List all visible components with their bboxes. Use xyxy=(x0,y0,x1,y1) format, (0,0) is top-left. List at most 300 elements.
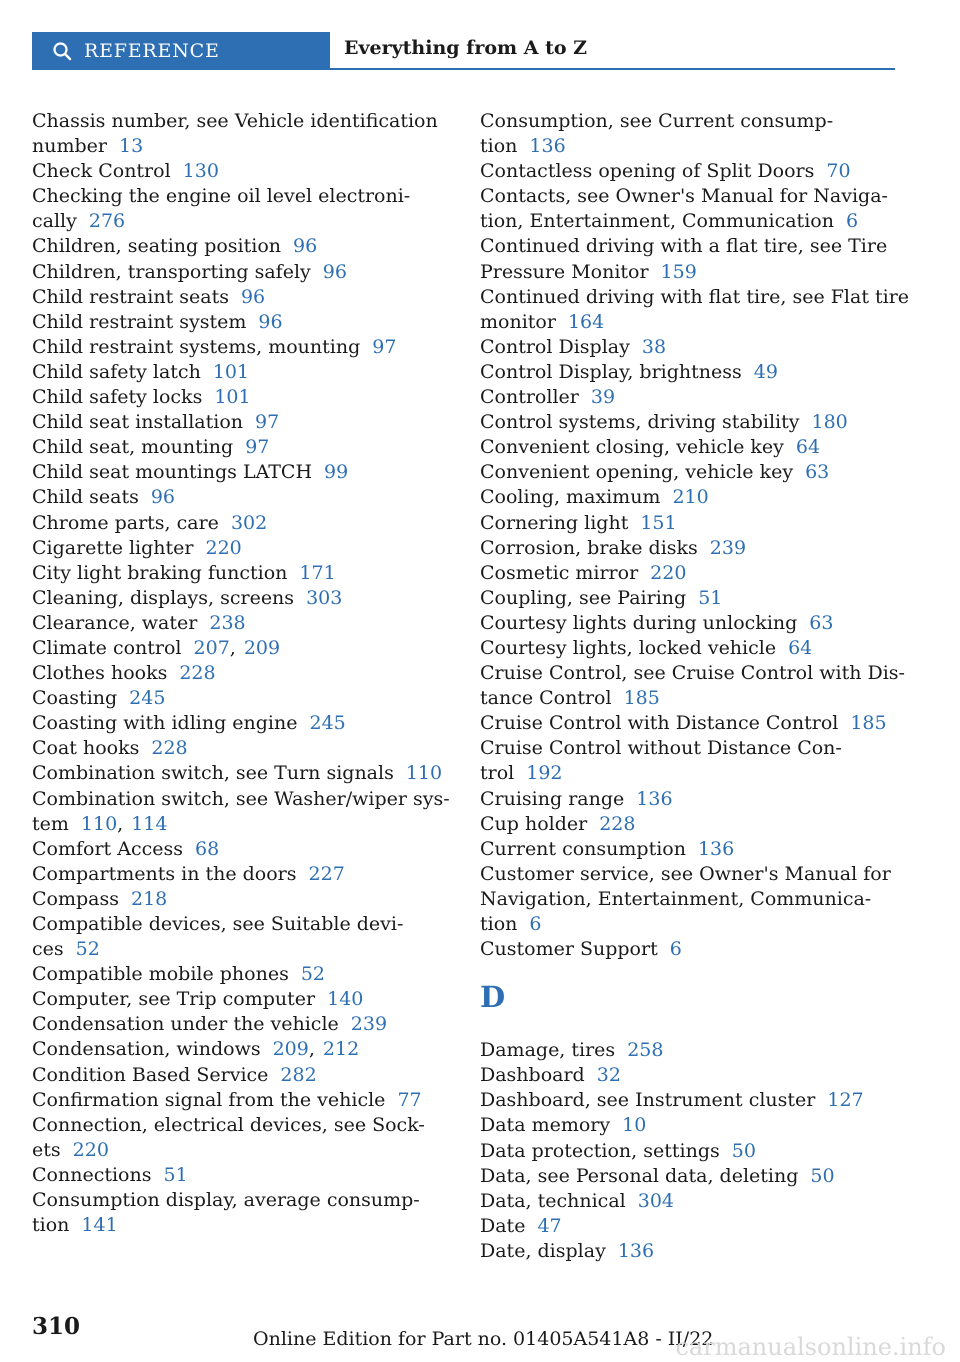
index-entry xyxy=(32,260,452,285)
page-link[interactable]: 239 xyxy=(709,536,747,559)
index-entry xyxy=(32,159,452,184)
section-tab xyxy=(32,32,330,70)
page-link[interactable]: 212 xyxy=(322,1038,360,1061)
index-entry xyxy=(480,661,905,711)
index-entry xyxy=(480,536,900,561)
index-entry xyxy=(480,862,900,937)
index-entry xyxy=(32,987,452,1012)
index-entry xyxy=(32,787,452,837)
entry-term: Combination switch, see Turn signals xyxy=(32,762,394,785)
entry-text xyxy=(480,410,900,435)
entry-term: Computer, see Trip computer xyxy=(32,988,316,1011)
index-entry xyxy=(32,887,452,912)
index-entry xyxy=(32,335,452,360)
entry-text xyxy=(480,1063,900,1088)
entry-term: Data, technical xyxy=(480,1189,626,1212)
page-link[interactable]: 96 xyxy=(322,260,347,283)
entry-text xyxy=(32,285,452,310)
entry-term: Corrosion, brake disks xyxy=(480,536,698,559)
page-link[interactable]: 282 xyxy=(280,1063,317,1086)
entry-term: Combination switch, see Washer/wiper sys- xyxy=(32,787,450,810)
page-link[interactable]: 258 xyxy=(627,1039,664,1062)
entry-text xyxy=(32,511,452,536)
entry-text xyxy=(480,1139,900,1164)
index-entry xyxy=(480,485,900,510)
entry-text xyxy=(480,1189,900,1214)
index-entry xyxy=(32,1012,452,1037)
entry-text xyxy=(480,862,900,887)
page-link[interactable]: 228 xyxy=(151,737,188,760)
entry-text xyxy=(32,987,452,1012)
entry-term: Cleaning, displays, screens xyxy=(32,586,295,609)
page-link[interactable]: 207 xyxy=(193,636,230,659)
index-entry xyxy=(32,711,452,736)
entry-text xyxy=(32,385,452,410)
entry-term: Child restraint system xyxy=(32,310,247,333)
index-entry xyxy=(32,1088,452,1113)
page-link[interactable]: 99 xyxy=(324,461,349,484)
index-entry xyxy=(32,586,452,611)
entry-term: Coasting xyxy=(32,687,118,710)
index-entry xyxy=(32,862,452,887)
page-link[interactable]: 96 xyxy=(293,235,318,258)
page-link[interactable]: 220 xyxy=(650,561,687,584)
entry-term: Cosmetic mirror xyxy=(480,561,639,584)
entry-term: Courtesy lights during unlocking xyxy=(480,611,798,634)
entry-text xyxy=(32,937,452,962)
index-entry xyxy=(32,410,452,435)
entry-text xyxy=(32,536,452,561)
page-link[interactable]: 51 xyxy=(698,586,723,609)
entry-term: Contacts, see Owner's Manual for Naviga- xyxy=(480,185,888,208)
page-link[interactable]: 127 xyxy=(827,1089,864,1112)
page-link[interactable]: 218 xyxy=(130,887,168,910)
page-link[interactable]: 97 xyxy=(245,436,270,459)
index-entry xyxy=(480,410,900,435)
entry-term: Contactless opening of Split Doors xyxy=(480,160,815,183)
entry-text xyxy=(32,636,452,661)
entry-term: Continued driving with flat tire, see Flat tire xyxy=(480,285,910,308)
entry-term: Children, seating position xyxy=(32,235,282,258)
entry-term: Cruise Control, see Cruise Control with Dis- xyxy=(480,662,905,685)
entry-text xyxy=(32,410,452,435)
page-link[interactable]: 50 xyxy=(731,1139,756,1162)
page-link[interactable]: 228 xyxy=(599,812,636,835)
entry-text xyxy=(32,1138,452,1163)
entry-text xyxy=(480,711,900,736)
index-entry xyxy=(32,511,452,536)
index-entry xyxy=(480,109,900,159)
page-link[interactable]: 110 xyxy=(405,762,443,785)
entry-text xyxy=(32,686,452,711)
entry-term: Data memory xyxy=(480,1114,611,1137)
entry-text xyxy=(480,1113,900,1138)
entry-text xyxy=(32,736,452,761)
page-link[interactable]: 227 xyxy=(308,862,345,885)
entry-text xyxy=(32,360,452,385)
page-link[interactable]: 209 xyxy=(272,1038,309,1061)
entry-text xyxy=(32,862,452,887)
page-link[interactable]: 32 xyxy=(596,1064,621,1087)
index-entry xyxy=(32,1113,452,1163)
entry-text xyxy=(32,1113,452,1138)
header-rule xyxy=(330,68,895,70)
page-link[interactable]: 238 xyxy=(209,611,246,634)
entry-text xyxy=(32,962,452,987)
index-entry xyxy=(32,1163,452,1188)
page-link[interactable]: 52 xyxy=(75,938,100,961)
section-label: REFERENCE xyxy=(84,40,220,62)
index-entry xyxy=(32,310,452,335)
page-link[interactable]: 50 xyxy=(810,1164,835,1187)
page-link[interactable]: 49 xyxy=(753,360,778,383)
index-entry xyxy=(32,285,452,310)
page-link[interactable]: 159 xyxy=(660,260,697,283)
entry-text xyxy=(32,184,452,209)
page-link[interactable]: 136 xyxy=(636,787,673,810)
page-link[interactable]: 276 xyxy=(88,210,126,233)
page-number: 310 xyxy=(32,1313,81,1340)
entry-term: Courtesy lights, locked vehicle xyxy=(480,636,777,659)
page-link[interactable]: 10 xyxy=(622,1114,647,1137)
entry-term: Dashboard xyxy=(480,1064,585,1087)
entry-text xyxy=(32,1012,452,1037)
entry-term: monitor xyxy=(480,310,556,333)
entry-text xyxy=(32,661,452,686)
entry-term: Dashboard, see Instrument cluster xyxy=(480,1089,816,1112)
edition-footer: Online Edition for Part no. 01405A541A8 - II/22 xyxy=(253,1328,714,1350)
page-link[interactable]: 96 xyxy=(240,285,266,308)
page-link[interactable]: 136 xyxy=(529,135,566,158)
page-link[interactable]: 6 xyxy=(529,913,542,935)
entry-text xyxy=(32,761,452,786)
entry-term: Coasting with idling engine xyxy=(32,712,298,735)
entry-term: Damage, tires xyxy=(480,1039,616,1062)
page-link[interactable]: 228 xyxy=(179,662,216,685)
entry-term: Children, transporting safely xyxy=(32,260,311,283)
entry-text xyxy=(32,1063,452,1088)
index-entry xyxy=(32,686,452,711)
entry-text xyxy=(32,1188,452,1213)
entry-term: Child restraint systems, mounting xyxy=(32,335,361,358)
entry-text xyxy=(32,260,452,285)
entry-term: Condensation, windows xyxy=(32,1038,261,1061)
index-entry xyxy=(480,1189,900,1214)
entry-text xyxy=(32,812,452,837)
entry-text xyxy=(480,736,900,761)
entry-term: Cigarette lighter xyxy=(32,536,194,559)
entry-text xyxy=(480,611,900,636)
index-entry xyxy=(480,787,900,812)
entry-text xyxy=(480,1038,900,1063)
page-link[interactable]: 210 xyxy=(672,486,709,509)
entry-term: Cruise Control without Distance Con- xyxy=(480,737,842,760)
entry-text xyxy=(32,787,452,812)
index-entry xyxy=(32,485,452,510)
entry-text xyxy=(480,536,900,561)
page-link[interactable]: 141 xyxy=(81,1214,118,1237)
entry-term: City light braking function xyxy=(32,561,288,584)
page-link[interactable]: 96 xyxy=(258,310,283,333)
index-entry xyxy=(32,385,452,410)
index-entry xyxy=(480,1139,900,1164)
entry-term: Coat hooks xyxy=(32,737,140,760)
entry-term: Cooling, maximum xyxy=(480,486,661,509)
index-entry xyxy=(32,234,452,259)
entry-text xyxy=(32,234,452,259)
page-link[interactable]: 52 xyxy=(300,963,326,986)
page-link[interactable]: 171 xyxy=(299,561,336,584)
index-entry xyxy=(32,561,452,586)
entry-text xyxy=(480,887,900,912)
page-link[interactable]: 209 xyxy=(243,636,281,659)
page-link[interactable]: 220 xyxy=(205,536,242,559)
page-link[interactable]: 47 xyxy=(537,1214,562,1237)
page-separator: , xyxy=(117,812,124,835)
index-entry xyxy=(32,636,452,661)
entry-text xyxy=(480,260,900,285)
entry-term: Coupling, see Pairing xyxy=(480,586,687,609)
entry-text xyxy=(480,234,900,259)
page-link[interactable]: 38 xyxy=(641,335,667,358)
entry-term: Compartments in the doors xyxy=(32,862,297,885)
index-entry xyxy=(480,435,900,460)
entry-term: Child seats xyxy=(32,486,139,509)
page-link[interactable]: 6 xyxy=(669,938,682,961)
page-link[interactable]: 140 xyxy=(327,988,364,1011)
page-link[interactable]: 39 xyxy=(590,386,616,409)
index-entry xyxy=(480,1239,900,1264)
index-entry xyxy=(32,360,452,385)
entry-term: ets xyxy=(32,1138,61,1161)
entry-term: Chassis number, see Vehicle identification xyxy=(32,110,438,132)
page-link[interactable]: 64 xyxy=(788,636,813,659)
entry-term: Comfort Access xyxy=(32,837,183,860)
entry-text xyxy=(32,912,452,937)
entry-term: Compass xyxy=(32,887,119,910)
entry-term: Consumption, see Current consump- xyxy=(480,110,834,132)
page-link[interactable]: 77 xyxy=(397,1088,422,1111)
page-link[interactable]: 97 xyxy=(255,411,280,434)
entry-text xyxy=(32,611,452,636)
page-link[interactable]: 151 xyxy=(640,511,677,534)
index-entry xyxy=(32,661,452,686)
entry-term: Child safety locks xyxy=(32,386,203,409)
index-entry xyxy=(480,335,900,360)
entry-text xyxy=(480,1164,900,1189)
entry-text xyxy=(32,887,452,912)
entry-term: Cruise Control with Distance Control xyxy=(480,712,839,735)
index-entry xyxy=(32,536,452,561)
entry-term: Convenient opening, vehicle key xyxy=(480,461,794,484)
entry-text xyxy=(480,360,900,385)
entry-text xyxy=(480,1214,900,1239)
entry-term: Date, display xyxy=(480,1239,606,1262)
page-link[interactable]: 51 xyxy=(163,1163,188,1186)
index-entry xyxy=(32,1063,452,1088)
entry-term: tion xyxy=(32,1214,70,1237)
page-link[interactable]: 13 xyxy=(118,135,144,158)
entry-term: Pressure Monitor xyxy=(480,260,649,283)
entry-term: Check Control xyxy=(32,160,171,183)
entry-term: Navigation, Entertainment, Communica- xyxy=(480,887,872,910)
entry-text xyxy=(480,1239,900,1264)
entry-text xyxy=(480,385,900,410)
entry-term: Child seat, mounting xyxy=(32,436,234,459)
page-link[interactable]: 97 xyxy=(372,335,397,358)
entry-text xyxy=(32,561,452,586)
page-link[interactable]: 114 xyxy=(131,812,168,835)
index-entry xyxy=(480,711,900,736)
index-entry xyxy=(480,736,900,786)
entry-term: Condensation under the vehicle xyxy=(32,1013,339,1036)
index-entry xyxy=(32,611,452,636)
entry-text xyxy=(32,460,452,485)
index-entry xyxy=(480,636,900,661)
entry-term: Compatible mobile phones xyxy=(32,963,289,986)
entry-term: trol xyxy=(480,762,515,785)
index-entry xyxy=(480,1063,900,1088)
index-entry xyxy=(480,1214,900,1239)
index-entry xyxy=(480,285,910,335)
entry-term: Confirmation signal from the vehicle xyxy=(32,1088,386,1111)
entry-text xyxy=(480,184,900,209)
page-link[interactable]: 239 xyxy=(350,1013,388,1036)
entry-term: Checking the engine oil level electroni- xyxy=(32,185,411,208)
entry-text xyxy=(480,837,900,862)
entry-term: Convenient closing, vehicle key xyxy=(480,436,784,459)
entry-term: Cup holder xyxy=(480,812,588,835)
entry-term: Child seat mountings LATCH xyxy=(32,461,313,484)
entry-text xyxy=(480,435,900,460)
entry-text xyxy=(480,159,900,184)
index-entry xyxy=(480,511,900,536)
entry-term: Customer service, see Owner's Manual for xyxy=(480,862,891,885)
index-entry xyxy=(32,109,452,159)
entry-text xyxy=(32,1163,452,1188)
index-entry xyxy=(480,586,900,611)
entry-text xyxy=(32,335,452,360)
entry-term: Condition Based Service xyxy=(32,1063,269,1086)
entry-text xyxy=(32,586,452,611)
index-entry xyxy=(480,937,900,962)
entry-term: Child restraint seats xyxy=(32,285,229,308)
index-entry xyxy=(480,812,900,837)
index-column-right xyxy=(480,109,910,1264)
watermark: carmanualsonline.info xyxy=(675,1333,946,1361)
page-link[interactable]: 302 xyxy=(230,511,268,534)
page-link[interactable]: 192 xyxy=(526,762,563,785)
entry-text xyxy=(32,1213,452,1238)
page-link[interactable]: 110 xyxy=(80,812,118,835)
page-link[interactable]: 304 xyxy=(637,1189,674,1212)
entry-term: Consumption display, average consump- xyxy=(32,1189,420,1212)
entry-term: Child safety latch xyxy=(32,360,201,383)
index-entry xyxy=(32,736,452,761)
entry-term: Date xyxy=(480,1214,526,1237)
page-link[interactable]: 68 xyxy=(194,837,220,860)
entry-text xyxy=(32,1037,452,1062)
page-separator: , xyxy=(229,636,236,659)
page-link[interactable]: 96 xyxy=(150,486,176,509)
page-link[interactable]: 136 xyxy=(697,837,735,860)
page-link[interactable]: 185 xyxy=(850,712,887,735)
page-link[interactable]: 245 xyxy=(129,687,166,710)
index-entry xyxy=(480,611,900,636)
page-header xyxy=(32,32,895,70)
entry-term: tem xyxy=(32,812,69,835)
page-link[interactable]: 64 xyxy=(795,436,821,459)
entry-term: Climate control xyxy=(32,636,182,659)
entry-text xyxy=(480,912,900,937)
entry-text xyxy=(480,561,900,586)
page-link[interactable]: 101 xyxy=(212,360,250,383)
index-entry xyxy=(480,837,900,862)
entry-term: tance Control xyxy=(480,687,612,710)
entry-text xyxy=(32,435,452,460)
entry-term: Compatible devices, see Suitable devi- xyxy=(32,913,404,935)
entry-text xyxy=(32,485,452,510)
page-link[interactable]: 101 xyxy=(214,386,251,409)
entry-term: Controller xyxy=(480,386,579,409)
page-link[interactable]: 130 xyxy=(182,160,219,183)
index-entry xyxy=(480,1164,900,1189)
index-column-left xyxy=(32,109,452,1238)
entry-text xyxy=(480,335,900,360)
index-entry xyxy=(32,460,452,485)
entry-text xyxy=(32,1088,452,1113)
entry-text xyxy=(480,937,900,962)
index-entry xyxy=(32,837,452,862)
entry-term: Control systems, driving stability xyxy=(480,411,800,434)
page-link[interactable]: 70 xyxy=(826,160,851,183)
page-link[interactable]: 220 xyxy=(72,1138,109,1161)
index-entry xyxy=(32,962,452,987)
entry-text xyxy=(480,460,900,485)
entry-term: Connections xyxy=(32,1163,152,1186)
page-link[interactable]: 164 xyxy=(567,310,605,333)
entry-text xyxy=(480,686,900,711)
page-link[interactable]: 63 xyxy=(805,461,830,484)
entry-text xyxy=(480,511,900,536)
entry-term: Child seat installation xyxy=(32,411,244,434)
entry-text xyxy=(480,812,900,837)
entry-term: Chrome parts, care xyxy=(32,511,219,534)
entry-term: Control Display, brightness xyxy=(480,360,742,383)
index-entry xyxy=(32,435,452,460)
index-entry xyxy=(480,159,900,184)
entry-text xyxy=(480,661,905,686)
index-entry xyxy=(32,912,452,962)
entry-text xyxy=(32,310,452,335)
page-link[interactable]: 63 xyxy=(809,611,834,634)
entry-text xyxy=(480,285,910,310)
entry-text xyxy=(480,485,900,510)
page-link[interactable]: 136 xyxy=(617,1239,655,1262)
entry-term: Cruising range xyxy=(480,787,625,810)
entry-term: ces xyxy=(32,938,64,961)
entry-term: number xyxy=(32,135,107,158)
header-title: Everything from A to Z xyxy=(344,37,588,59)
page-link[interactable]: 245 xyxy=(309,712,346,735)
entry-term: Clearance, water xyxy=(32,611,198,634)
page-link[interactable]: 303 xyxy=(306,586,343,609)
entry-term: Current consumption xyxy=(480,837,686,860)
page-link[interactable]: 185 xyxy=(623,687,660,710)
entry-text xyxy=(32,134,452,159)
page-link[interactable]: 180 xyxy=(811,411,848,434)
page-link[interactable]: 6 xyxy=(845,210,859,233)
